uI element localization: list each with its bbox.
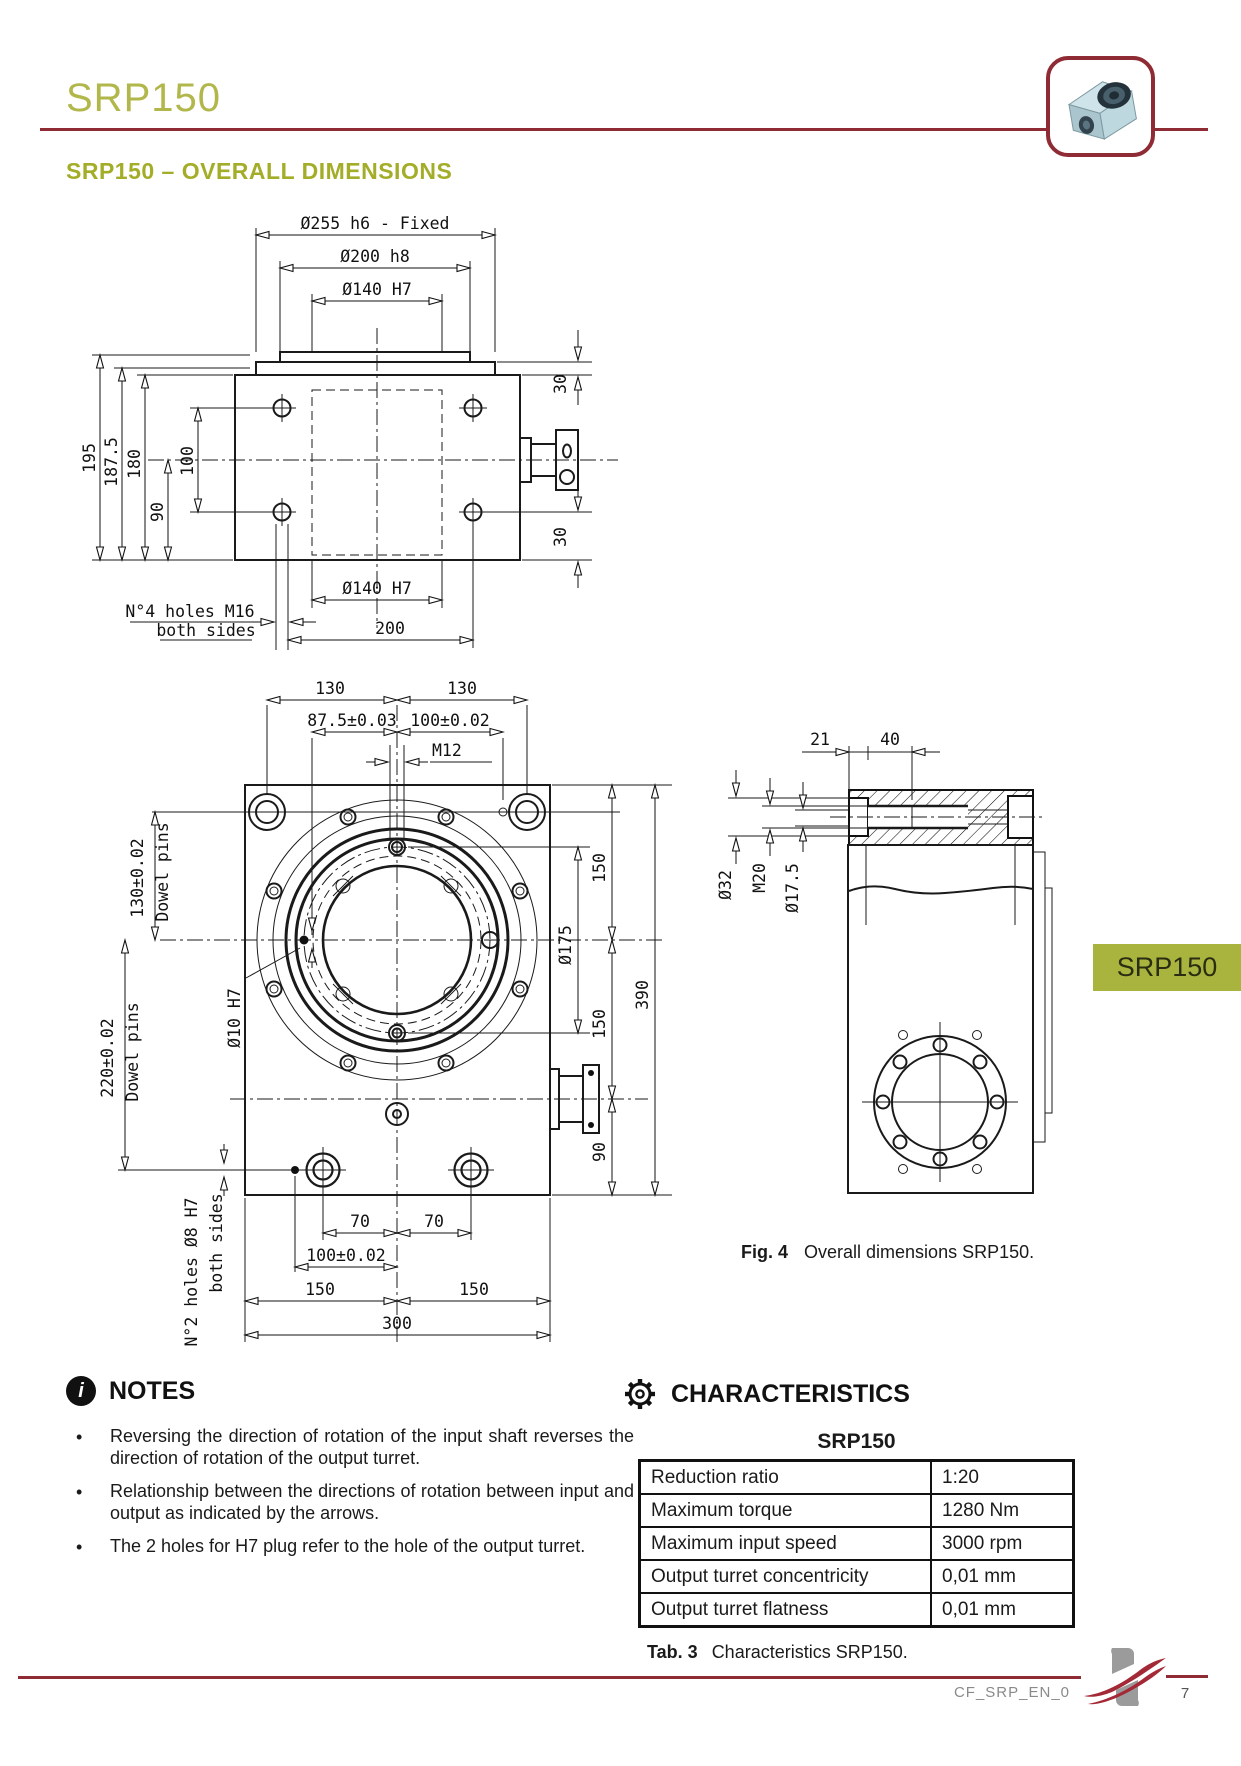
- characteristics-header: [622, 1376, 1132, 1412]
- dim-label: M12: [432, 741, 462, 760]
- dim-label: 87.5±0.03: [307, 711, 397, 730]
- dim-label: 130: [447, 679, 477, 698]
- row-value: 0,01 mm: [931, 1560, 1074, 1593]
- dim-label: 70: [424, 1212, 444, 1231]
- notes-header: [66, 1376, 634, 1406]
- dim-label: M20: [750, 863, 769, 893]
- characteristics-table: [638, 1459, 1075, 1628]
- row-label: Maximum input speed: [640, 1527, 932, 1560]
- dim-label: Ø10 H7: [225, 988, 244, 1048]
- dim-label: 195: [80, 443, 99, 473]
- characteristics-title: CHARACTERISTICS: [671, 1379, 910, 1408]
- figure-caption-text: Overall dimensions SRP150.: [804, 1242, 1035, 1262]
- row-value: 1:20: [931, 1461, 1074, 1495]
- top-view-drawing: [80, 214, 618, 650]
- gear-icon: [622, 1376, 658, 1412]
- dim-label: 220±0.02: [98, 1018, 117, 1098]
- bullet-icon: •: [76, 1481, 83, 1502]
- notes-list: [66, 1426, 634, 1558]
- row-value: 3000 rpm: [931, 1527, 1074, 1560]
- product-photo-badge: [1046, 56, 1155, 157]
- table-row: [640, 1560, 1074, 1593]
- dim-label: Ø175: [556, 925, 575, 965]
- note-item: [66, 1426, 634, 1470]
- note-item: [66, 1536, 634, 1558]
- notes-section: [66, 1376, 634, 1569]
- product-photo-icon: [1058, 67, 1144, 147]
- dim-label: Dowel pins: [153, 822, 172, 922]
- dim-label: 150: [590, 1009, 609, 1039]
- dim-label: Ø255 h6 - Fixed: [300, 214, 450, 233]
- dim-label: 130: [315, 679, 345, 698]
- row-value: 1280 Nm: [931, 1494, 1074, 1527]
- dim-label: 150: [590, 853, 609, 883]
- dim-label: 90: [590, 1142, 609, 1162]
- row-value: 0,01 mm: [931, 1593, 1074, 1627]
- dim-label: Ø140 H7: [342, 579, 412, 598]
- characteristics-table-title: SRP150: [817, 1430, 896, 1453]
- footer-page-number: 7: [1180, 1685, 1190, 1702]
- table-caption: [647, 1642, 1132, 1663]
- dim-label: 130±0.02: [128, 838, 147, 918]
- table-row: [640, 1461, 1074, 1495]
- table-caption-label: Tab. 3: [647, 1642, 698, 1662]
- notes-title: NOTES: [109, 1376, 196, 1405]
- dim-label: 40: [880, 730, 900, 749]
- row-label: Maximum torque: [640, 1494, 932, 1527]
- bullet-icon: •: [76, 1427, 83, 1447]
- dim-label: 100±0.02: [306, 1246, 386, 1265]
- side-tab-model: SRP150: [1093, 944, 1241, 991]
- dim-label: 200: [375, 619, 405, 638]
- dim-label: N°4 holes M16: [125, 602, 255, 621]
- page-title: SRP150: [66, 76, 221, 120]
- dim-label: 30: [551, 374, 570, 394]
- note-text: Reversing the direction of rotation of the input shaft reverses the direction of rotation of the output turret.: [110, 1426, 634, 1468]
- dim-label: Ø200 h8: [340, 247, 410, 266]
- dim-label: 180: [125, 449, 144, 479]
- dim-label: 300: [382, 1314, 412, 1333]
- info-icon: i: [66, 1376, 96, 1406]
- dim-label: Ø32: [716, 870, 735, 900]
- dim-label: 390: [633, 980, 652, 1010]
- figure-label: Fig. 4: [741, 1242, 789, 1262]
- section-title: SRP150 – OVERALL DIMENSIONS: [66, 158, 453, 184]
- table-row: [640, 1527, 1074, 1560]
- row-label: Output turret flatness: [640, 1593, 932, 1627]
- figure-caption: [741, 1242, 1034, 1263]
- dim-label: 187.5: [102, 437, 121, 487]
- note-item: [66, 1481, 634, 1525]
- note-text: The 2 holes for H7 plug refer to the hole of the output turret.: [110, 1535, 586, 1556]
- dim-label: both sides: [207, 1193, 226, 1293]
- table-row: [640, 1494, 1074, 1527]
- dim-label: N°2 holes Ø8 H7: [182, 1197, 201, 1347]
- footer-rule: [18, 1676, 1081, 1679]
- dim-label: Ø17.5: [783, 863, 802, 913]
- dim-label: 21: [810, 730, 830, 749]
- bullet-icon: •: [76, 1536, 83, 1557]
- characteristics-section: [622, 1376, 1132, 1663]
- side-view-drawing: [716, 730, 1052, 1193]
- dim-label: Dowel pins: [123, 1002, 142, 1102]
- dim-label: both sides: [156, 621, 256, 640]
- note-text: Relationship between the directions of rotation between input and output as indicated by the arrows.: [110, 1480, 634, 1523]
- dim-label: 100: [178, 446, 197, 476]
- front-view-drawing: [98, 679, 672, 1347]
- footer-document-code: CF_SRP_EN_0: [953, 1684, 1070, 1701]
- dim-label: 100±0.02: [410, 711, 490, 730]
- row-label: Reduction ratio: [640, 1461, 932, 1495]
- table-caption-text: Characteristics SRP150.: [711, 1642, 908, 1662]
- row-label: Output turret concentricity: [640, 1560, 932, 1593]
- footer-rule-right: [1166, 1675, 1208, 1678]
- dim-label: 150: [459, 1280, 489, 1299]
- dim-label: 70: [350, 1212, 370, 1231]
- dim-label: 150: [305, 1280, 335, 1299]
- table-row: [640, 1593, 1074, 1627]
- dim-label: 90: [148, 502, 167, 522]
- dim-label: 30: [551, 527, 570, 547]
- dim-label: Ø140 H7: [342, 280, 412, 299]
- header-rule: [40, 128, 1208, 131]
